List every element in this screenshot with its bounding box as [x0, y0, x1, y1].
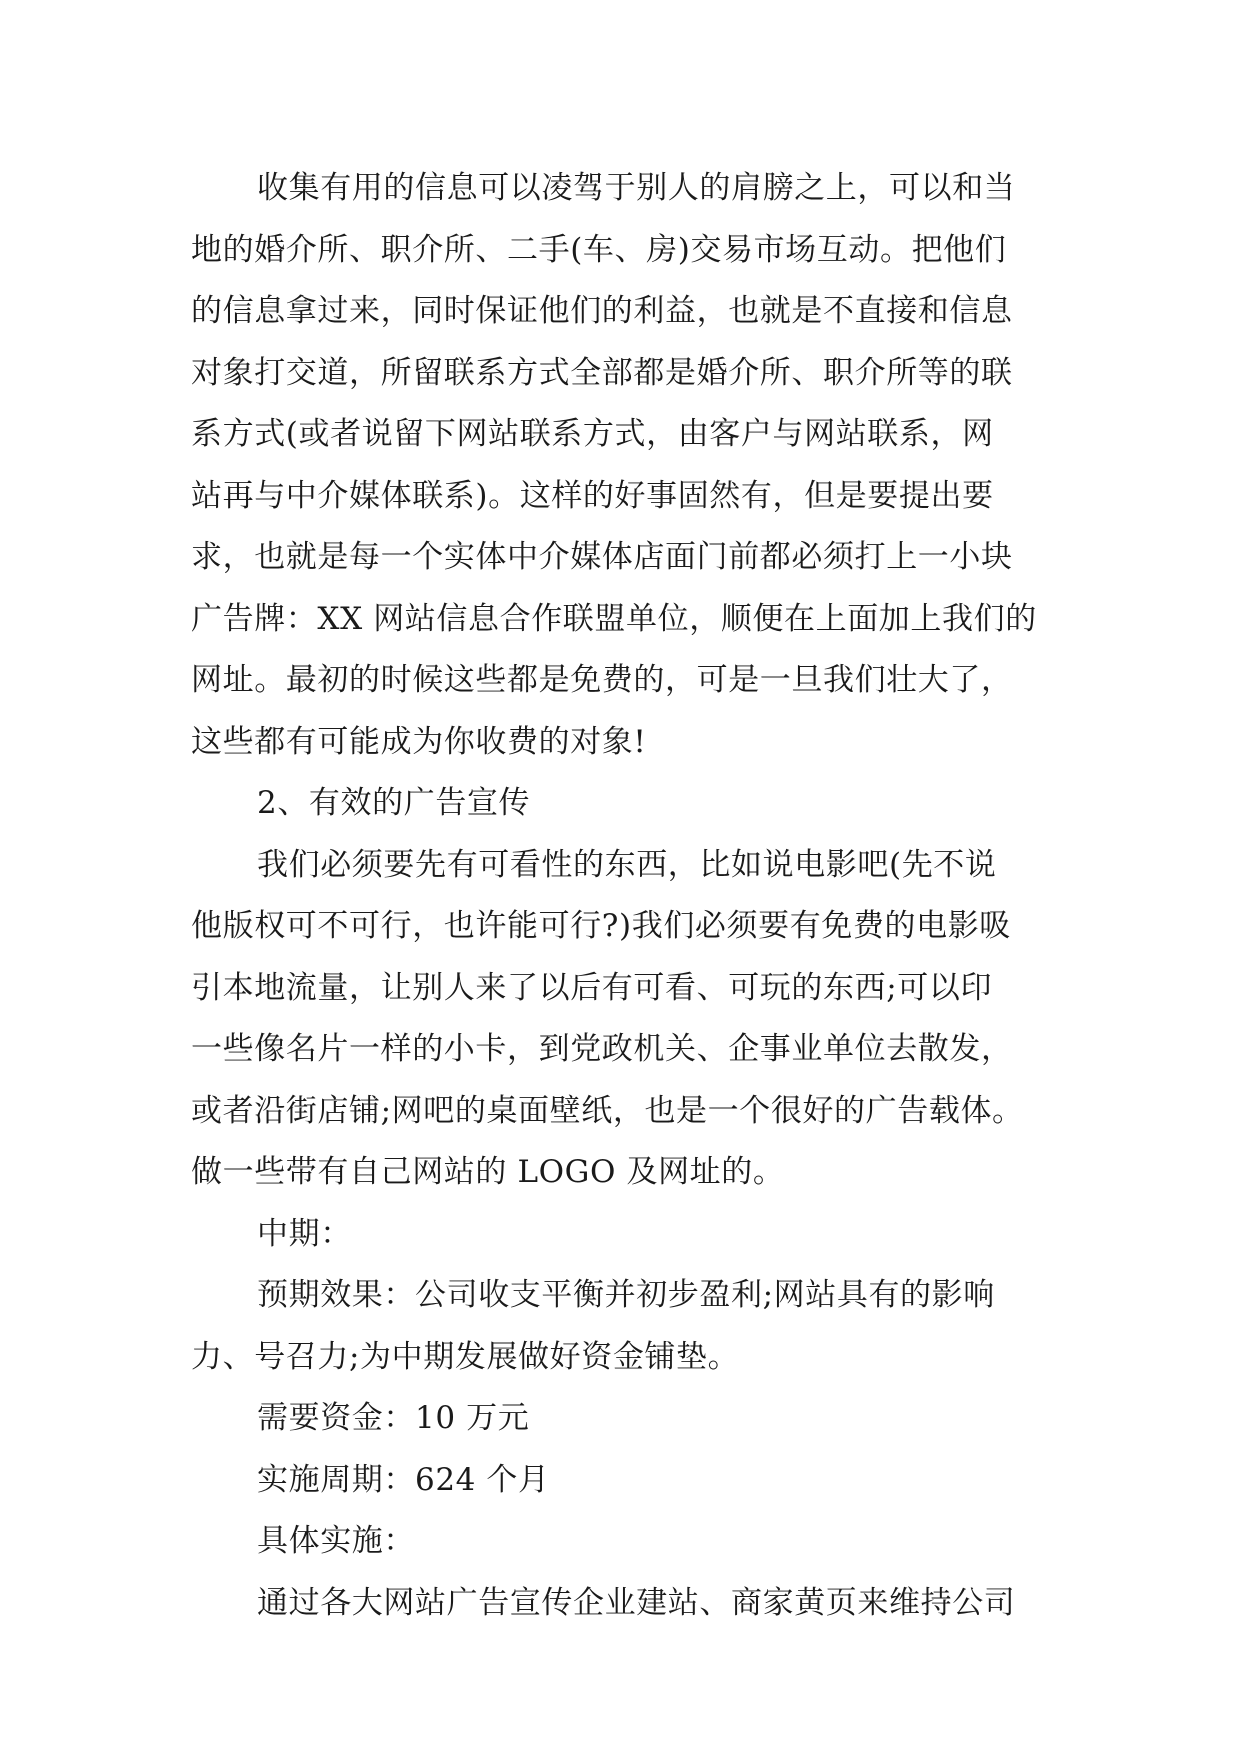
- document-body: [191, 158, 1071, 1634]
- paragraph-line: 我们必须要先有可看性的东西，比如说电影吧(先不说: [257, 846, 997, 883]
- paragraph-line: 实施周期：624 个月: [257, 1461, 550, 1498]
- paragraph-line: 对象打交道，所留联系方式全部都是婚介所、职介所等的联: [191, 354, 1013, 391]
- paragraph-line: 收集有用的信息可以凌驾于别人的肩膀之上，可以和当: [257, 170, 1016, 206]
- paragraph-line: 的信息拿过来，同时保证他们的利益，也就是不直接和信息: [191, 293, 1013, 329]
- paragraph-line: 这些都有可能成为你收费的对象!: [191, 723, 647, 760]
- paragraph-line: 预期效果：公司收支平衡并初步盈利;网站具有的影响: [257, 1277, 995, 1313]
- paragraph-line: 网址。最初的时候这些都是免费的，可是一旦我们壮大了，: [191, 662, 1013, 698]
- paragraph-line: 系方式(或者说留下网站联系方式，由客户与网站联系，网: [191, 416, 994, 452]
- paragraph-line: 具体实施：: [257, 1523, 415, 1559]
- paragraph-line: 或者沿街店铺;网吧的桌面壁纸，也是一个很好的广告载体。: [191, 1092, 1024, 1129]
- paragraph-line: 地的婚介所、职介所、二手(车、房)交易市场互动。把他们: [191, 231, 1007, 268]
- paragraph-line: 引本地流量，让别人来了以后有可看、可玩的东西;可以印: [191, 969, 993, 1006]
- paragraph-line: 力、号召力;为中期发展做好资金铺垫。: [191, 1338, 740, 1375]
- section-heading: 2、有效的广告宣传: [257, 785, 531, 821]
- paragraph-line: 他版权可不可行，也许能可行?)我们必须要有免费的电影吸: [191, 908, 1011, 944]
- paragraph-line: 需要资金：10 万元: [257, 1400, 530, 1436]
- paragraph-line: 做一些带有自己网站的 LOGO 及网址的。: [191, 1154, 785, 1190]
- paragraph-line: 站再与中介媒体联系)。这样的好事固然有，但是要提出要: [191, 477, 994, 514]
- section-heading: 中期：: [257, 1215, 352, 1252]
- paragraph-line: 通过各大网站广告宣传企业建站、商家黄页来维持公司: [257, 1584, 1016, 1621]
- paragraph-line: 求，也就是每一个实体中介媒体店面门前都必须打上一小块: [191, 539, 1013, 575]
- paragraph-line: 一些像名片一样的小卡，到党政机关、企事业单位去散发，: [191, 1031, 1013, 1067]
- paragraph-line: 广告牌：XX 网站信息合作联盟单位，顺便在上面加上我们的: [191, 600, 1037, 637]
